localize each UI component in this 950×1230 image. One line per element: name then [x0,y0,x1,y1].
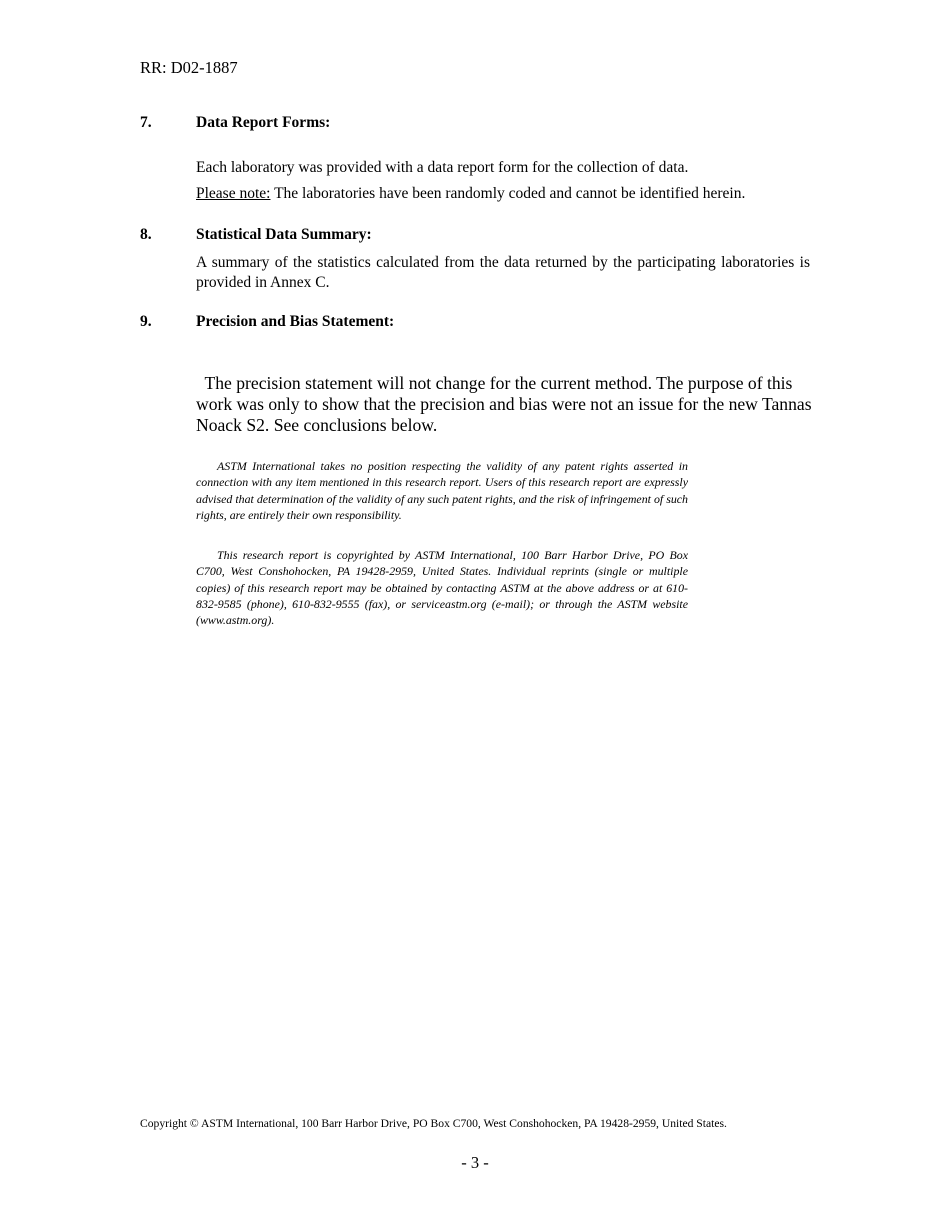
section-8-number: 8. [140,226,152,243]
note-label: Please note: [196,185,271,202]
section-7-title: Data Report Forms: [196,114,331,131]
precision-statement: The precision statement will not change for the current method. The purpose of this work was only to show that the precision and bias were not an issue for the new Tannas Noack S2. See conclusions below. [196,373,812,435]
section-8-text: A summary of the statistics calculated from the data returned by the participating laboratories is provided in Annex C. [196,254,810,291]
note-text: The laboratories have been randomly coded and cannot be identified herein. [270,185,746,202]
patent-notice: ASTM International takes no position respecting the validity of any patent rights asserted in connection with any item mentioned in this research report. Users of this research report are expressly advised that determination of the validity of any such patent rights, and the risk of infringement of such rights, are entirely their own responsibility. [196,459,688,522]
section-9-number: 9. [140,313,152,330]
section-8-title: Statistical Data Summary: [196,226,372,243]
section-7-text: Each laboratory was provided with a data report form for the collection of data. [196,159,689,176]
footer-copyright: Copyright © ASTM International, 100 Barr Harbor Drive, PO Box C700, West Conshohocken, PA 19428-2959, United States. [140,1117,727,1130]
copyright-notice: This research report is copyrighted by ASTM International, 100 Barr Harbor Drive, PO Box C700, West Conshohocken, PA 19428-2959, United States. Individual reprints (single or multiple copies) of this research report may be obtained by contacting ASTM at the above address or at 610-832-9585 (phone), 610-832-9555 (fax), or serviceastm.org (e-mail); or through the ASTM website (www.astm.org). [196,548,688,628]
page-number: - 3 - [461,1153,489,1172]
section-7-note [196,184,745,204]
section-7-number: 7. [140,114,152,131]
section-9-title: Precision and Bias Statement: [196,313,395,330]
document-reference: RR: D02-1887 [140,58,238,77]
